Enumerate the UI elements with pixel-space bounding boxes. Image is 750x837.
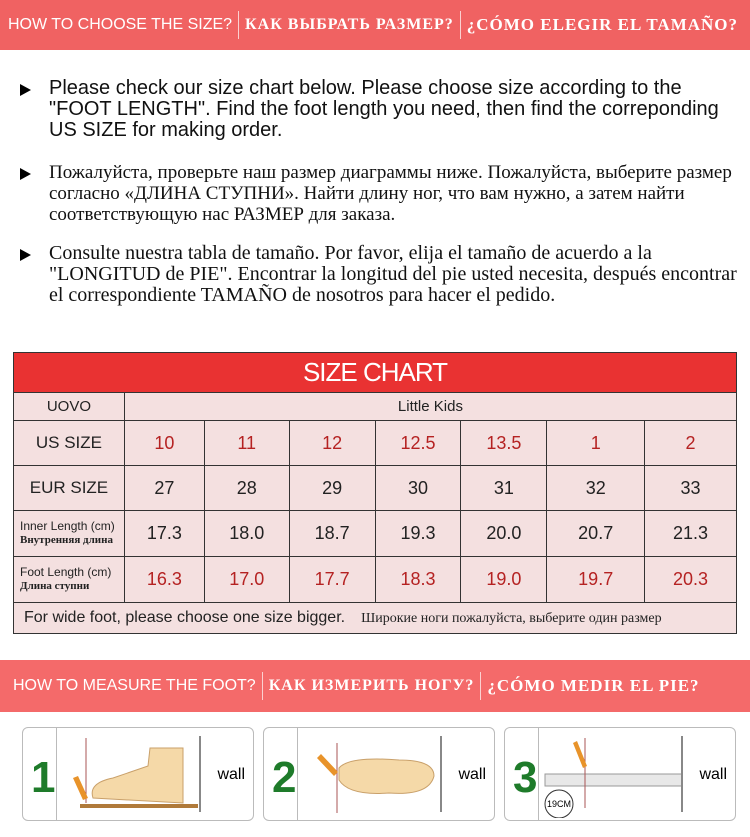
instruction-text: Consulte nuestra tabla de tamaño. Por favor, elija el tamaño de acuerdo a la "LONGITUD de PIE". Encontrar la longitud del pie usted necesita, después encontrar el correspondiente TAMAÑO de nosotros para hacer el pedido. <box>49 242 737 306</box>
cell: 19.7 <box>547 557 645 603</box>
cell: 31 <box>461 466 547 511</box>
foot-top-illustration <box>309 738 439 816</box>
cell: 19.3 <box>375 511 461 557</box>
cell: 20.3 <box>645 557 737 603</box>
step-number: 1 <box>31 753 56 802</box>
cell: 12 <box>289 421 375 466</box>
wide-foot-note <box>14 603 737 634</box>
size-chart-table <box>13 352 737 634</box>
cell: 20.0 <box>461 511 547 557</box>
note-ru: Широкие ноги пожалуйста, выберите один размер <box>361 611 662 626</box>
row-label: US SIZE <box>14 421 125 466</box>
cell: 10 <box>124 421 204 466</box>
inner-length-row <box>14 511 737 557</box>
size-header-banner <box>0 0 750 50</box>
measure-en: HOW TO MEASURE THE FOOT? <box>13 677 256 694</box>
cell: 17.3 <box>124 511 204 557</box>
instruction-es <box>18 243 738 306</box>
cell: 33 <box>645 466 737 511</box>
row-label <box>14 511 125 557</box>
label-en: Foot Length (cm) <box>20 565 112 579</box>
wall-label: wall <box>699 766 727 783</box>
note-en: For wide foot, please choose one size bigger. <box>24 609 346 626</box>
wall-icon <box>199 736 201 812</box>
cell: 18.7 <box>289 511 375 557</box>
foot-length-row <box>14 557 737 603</box>
cell: 19.0 <box>461 557 547 603</box>
eur-size-row <box>14 466 737 511</box>
measure-es: ¿CÓMO MEDIR EL PIE? <box>487 676 700 695</box>
instruction-ru <box>18 162 738 225</box>
wall-label: wall <box>217 766 245 783</box>
measure-header-banner <box>0 660 750 712</box>
cell: 18.3 <box>375 557 461 603</box>
cell: 18.0 <box>204 511 289 557</box>
step-number: 2 <box>272 753 297 802</box>
cell: 29 <box>289 466 375 511</box>
instruction-text: Пожалуйста, проверьте наш размер диаграммы ниже. Пожалуйста, выберите размер согласно «ДЛИНА СТУПНИ». Найти длину ног, что вам нужно, а затем найти соответствующую нас РАЗМЕР для заказа. <box>49 162 732 225</box>
cell: 17.7 <box>289 557 375 603</box>
cell: 13.5 <box>461 421 547 466</box>
chart-title: SIZE CHART <box>14 353 737 393</box>
cell: 12.5 <box>375 421 461 466</box>
header-es: ¿CÓMO ELEGIR EL TAMAÑO? <box>466 15 739 34</box>
measurement-label: 19CM <box>547 799 572 809</box>
category-cell: Little Kids <box>124 393 736 421</box>
row-label <box>14 557 125 603</box>
wall-label: wall <box>458 766 486 783</box>
instruction-text: Please check our size chart below. Please choose size according to the "FOOT LENGTH". Find the foot length you need, then find the correponding US SIZE for making order. <box>49 77 719 141</box>
step-3-panel <box>504 727 736 821</box>
brand-cell: UOVO <box>14 393 125 421</box>
cell: 28 <box>204 466 289 511</box>
cell: 21.3 <box>645 511 737 557</box>
bullet-icon <box>20 249 31 261</box>
cell: 16.3 <box>124 557 204 603</box>
step-number: 3 <box>513 753 538 802</box>
cell: 27 <box>124 466 204 511</box>
header-en: HOW TO CHOOSE THE SIZE? <box>8 16 233 33</box>
step-2-panel <box>263 727 495 821</box>
cell: 30 <box>375 466 461 511</box>
label-ru: Длина ступни <box>20 580 90 592</box>
measure-steps <box>22 727 736 821</box>
cell: 1 <box>547 421 645 466</box>
foot-side-illustration <box>68 738 198 816</box>
cell: 2 <box>645 421 737 466</box>
instruction-en <box>18 78 738 141</box>
wall-icon <box>681 736 683 812</box>
cell: 32 <box>547 466 645 511</box>
bullet-icon <box>20 168 31 180</box>
step-1-panel <box>22 727 254 821</box>
header-ru: КАК ВЫБРАТЬ РАЗМЕР? <box>245 16 454 33</box>
label-en: Inner Length (cm) <box>20 519 115 533</box>
cell: 11 <box>204 421 289 466</box>
bullet-icon <box>20 84 31 96</box>
cell: 17.0 <box>204 557 289 603</box>
wall-icon <box>440 736 442 812</box>
cell: 20.7 <box>547 511 645 557</box>
measure-ru: КАК ИЗМЕРИТЬ НОГУ? <box>268 677 475 694</box>
label-ru: Внутренняя длина <box>20 534 113 546</box>
row-label: EUR SIZE <box>14 466 125 511</box>
us-size-row <box>14 421 737 466</box>
